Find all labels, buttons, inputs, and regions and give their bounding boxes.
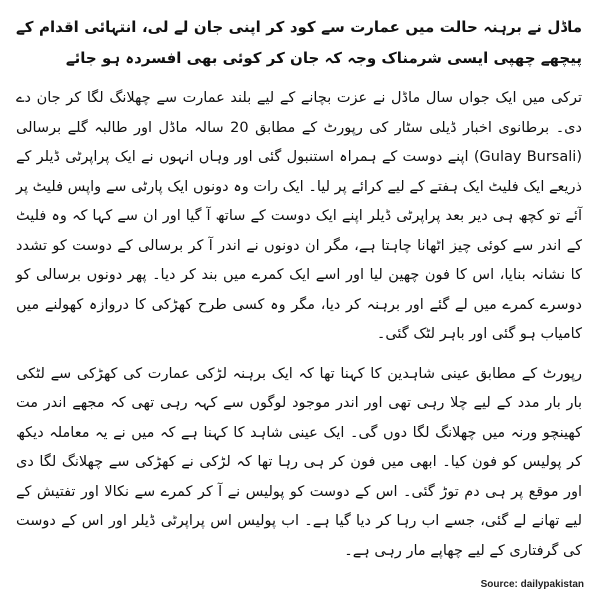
article-paragraph-1: ترکی میں ایک جواں سال ماڈل نے عزت بچانے کے لیے بلند عمارت سے چھلانگ لگا کر جان دے دی۔ برطانوی اخبار ڈیلی سٹار کی رپورٹ کے مطابق 20 سالہ ماڈل اور طالبہ گلے برسالی (Gulay Bursali) اپنے دوست کے ہمراہ استنبول گئی اور وہاں انہوں نے ایک پراپرٹی ڈیلر کے ذریعے ایک فلیٹ ایک ہفتے کے لیے کرائے پر لیا۔ ایک رات وہ دونوں ایک پارٹی سے واپس فلیٹ پر آئے تو کچھ ہی دیر بعد پراپرٹی ڈیلر اپنے ایک دوست کے ساتھ آ گیا اور ان سے کہا کہ وہ فلیٹ کے اندر سے کوئی چیز اٹھانا چاہتا ہے، مگر ان دونوں نے اندر آ کر برسالی کے دوست کو تشدد کا نشانہ بنایا، اس کا فون چھین لیا اور اسے ایک کمرے میں بند کر دیا۔ پھر دونوں برسالی کو دوسرے کمرے میں لے گئے اور برہنہ کر دیا، مگر وہ کسی طرح کھڑکی کا دروازہ کھولنے میں کامیاب ہو گئی اور باہر لٹک گئی۔ [16, 90, 582, 342]
article-paragraph-2: رپورٹ کے مطابق عینی شاہدین کا کہنا تھا کہ ایک برہنہ لڑکی عمارت کی کھڑکی سے لٹکی بار بار مدد کے لیے چلا رہی تھی اور اندر موجود لوگوں سے کہہ رہی تھی کہ مجھے اندر مت کھینچو ورنہ میں چھلانگ لگا دوں گی۔ ایک عینی شاہد کا کہنا ہے کہ میں نے یہ معاملہ دیکھ کر پولیس کو فون کیا۔ ابھی میں فون کر ہی رہا تھا کہ لڑکی نے کھڑکی سے چھلانگ لگا دی اور موقع پر ہی دم توڑ گئی۔ اس کے دوست کو پولیس نے آ کر کمرے سے نکالا اور تفتیش کے لیے تھانے لے گئی، جسے اب رہا کر دیا گیا ہے۔ اب پولیس اس پراپرٹی ڈیلر اور اس کے دوست کی گرفتاری کے لیے چھاپے مار رہی ہے۔ [16, 365, 582, 559]
article [16, 12, 582, 566]
article-headline: ماڈل نے برہنہ حالت میں عمارت سے کود کر اپنی جان لے لی، انتہائی اقدام کے پیچھے چھپی ایسی شرمناک وجہ کہ جان کر کوئی بھی افسردہ ہو جائے [16, 18, 582, 67]
source-credit: Source: dailypakistan [480, 579, 584, 590]
